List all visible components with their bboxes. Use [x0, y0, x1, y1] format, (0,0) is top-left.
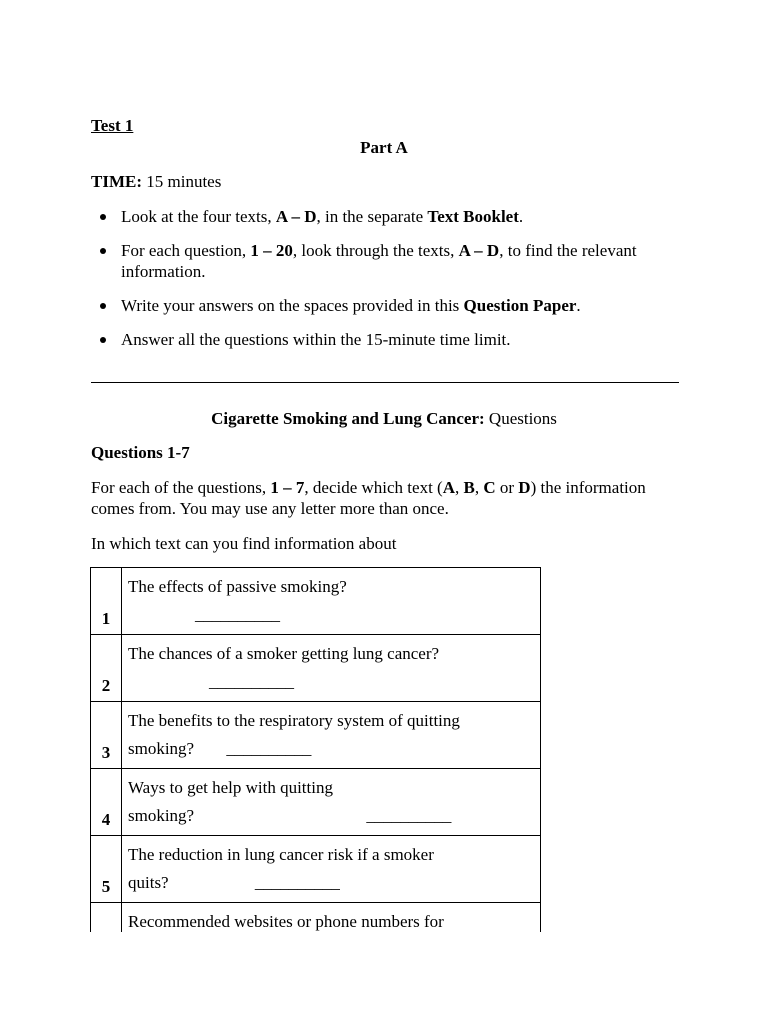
table-row: [91, 836, 541, 903]
question-number: 4: [91, 769, 122, 836]
question-text: Ways to get help with quitting: [128, 778, 333, 797]
question-number: 1: [91, 568, 122, 635]
question-cell: [122, 568, 541, 635]
question-number: 2: [91, 635, 122, 702]
time-label: TIME:: [91, 172, 142, 191]
table-row: [91, 769, 541, 836]
question-text: The effects of passive smoking?: [128, 577, 347, 596]
table-row: [91, 568, 541, 635]
test-title: Test 1: [91, 116, 134, 135]
questions-table: [90, 567, 541, 990]
answer-blank[interactable]: __________: [254, 873, 340, 892]
question-cell: [122, 836, 541, 903]
answer-blank[interactable]: __________: [226, 739, 312, 758]
instruction-item: Write your answers on the spaces provided in this Question Paper.: [91, 295, 691, 316]
question-cell: [122, 702, 541, 769]
instruction-item: Answer all the questions within the 15-minute time limit.: [91, 329, 691, 350]
instruction-list: [91, 206, 691, 363]
question-text-continued: smoking?: [128, 739, 195, 758]
questions-heading: Questions 1-7: [91, 443, 190, 462]
question-cell: [122, 635, 541, 702]
section-divider: [91, 382, 679, 383]
answer-blank[interactable]: __________: [366, 806, 452, 825]
question-text-continued: quits?: [128, 873, 169, 892]
question-number: 5: [91, 836, 122, 903]
answer-blank[interactable]: __________: [195, 605, 280, 624]
question-text-continued: smoking?: [128, 806, 195, 825]
time-value: 15 minutes: [146, 172, 222, 191]
part-heading: Part A: [360, 138, 408, 157]
table-row: [91, 635, 541, 702]
question-text: The reduction in lung cancer risk if a smoker: [128, 845, 434, 864]
page-bottom-margin: [80, 932, 560, 1024]
section-title: Cigarette Smoking and Lung Cancer: Questions: [211, 409, 557, 428]
questions-prompt: In which text can you find information about: [91, 534, 397, 553]
instruction-item: For each question, 1 – 20, look through the texts, A – D, to find the relevant information.: [91, 240, 691, 282]
question-cell: [122, 769, 541, 836]
question-number: 3: [91, 702, 122, 769]
question-text: The chances of a smoker getting lung cancer?: [128, 644, 440, 663]
instruction-item: Look at the four texts, A – D, in the separate Text Booklet.: [91, 206, 691, 227]
question-text: The benefits to the respiratory system of quitting: [128, 711, 460, 730]
question-text: Recommended websites or phone numbers for: [128, 912, 444, 931]
questions-intro: For each of the questions, 1 – 7, decide which text (A, B, C or D) the information comes from. You may use any letter more than once.: [91, 478, 646, 518]
answer-blank[interactable]: __________: [209, 672, 294, 691]
time-line: [91, 171, 221, 192]
table-row: [91, 702, 541, 769]
